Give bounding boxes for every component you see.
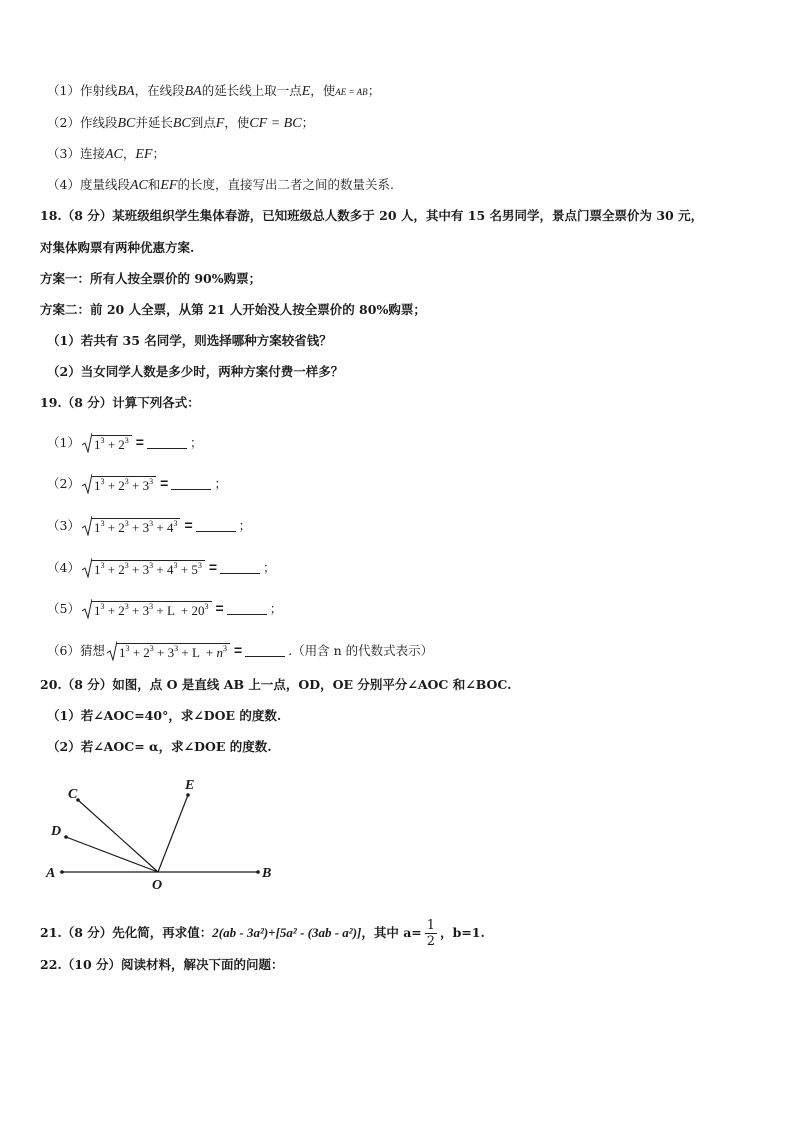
q17-step-4: （4）度量线段AC和EF的长度，直接写出二者之间的数量关系. — [47, 177, 394, 193]
q20-part-2: （2）若∠AOC= α，求∠DOE 的度数. — [47, 739, 272, 754]
q19-item-1: （1） $1^3 + 2^3$ = ； — [47, 434, 203, 452]
q18-plan-2: 方案二：前 20 人全票，从第 21 人开始没人按全票价的 80%购票； — [40, 302, 426, 317]
answer-blank[interactable] — [196, 518, 236, 532]
ray-oc — [78, 800, 158, 872]
q18-part-2: （2）当女同学人数是多少时，两种方案付费一样多？ — [47, 364, 344, 379]
label-c: C — [68, 787, 78, 802]
q19-item-5: （5） $1^3 + 2^3 + 3^3 + L + 20^3$ = ； — [47, 600, 283, 618]
q19-title: 19.（8 分）计算下列各式： — [40, 395, 200, 410]
q19-item-2: （2） $1^3 + 2^3 + 3^3$ = ； — [47, 475, 227, 493]
q17-step-3: （3）连接AC，EF； — [47, 146, 165, 162]
sqrt-sign: $1^3 + 2^3 + 3^3 + 4^3$ — [82, 516, 181, 536]
q21: 21.（8 分）先化简，再求值：2(ab - 3a²)+[5a² - (3ab - a²)]，其中 a= $\frac{1}{2}$ ，b=1. — [40, 918, 485, 949]
q19-item-3: （3） $1^3 + 2^3 + 3^3 + 4^3$ = ； — [47, 517, 252, 535]
answer-blank[interactable] — [227, 601, 267, 615]
q22-title: 22.（10 分）阅读材料，解决下面的问题： — [40, 957, 284, 972]
q20-part-1: （1）若∠AOC=40°，求∠DOE 的度数. — [47, 708, 282, 723]
q18-plan-1: 方案一：所有人按全票价的 90%购票； — [40, 271, 262, 286]
q19-item-4: （4） $1^3 + 2^3 + 3^3 + 4^3 + 5^3$ = ； — [47, 559, 276, 577]
answer-blank[interactable] — [171, 476, 211, 490]
ray-od — [66, 837, 158, 872]
point-d — [64, 835, 68, 839]
label-d: D — [51, 824, 62, 839]
ray-oe — [158, 795, 188, 872]
angle-figure — [40, 770, 300, 895]
answer-blank[interactable] — [220, 560, 260, 574]
q20-title: 20.（8 分）如图，点 O 是直线 AB 上一点，OD，OE 分别平分∠AOC 和∠BOC. — [40, 677, 512, 692]
point-b — [256, 870, 260, 874]
sqrt-sign: $1^3 + 2^3$ — [82, 433, 132, 453]
fraction: $\frac{1}{2}$ — [426, 918, 436, 949]
label-b: B — [262, 866, 272, 881]
sqrt-sign: $1^3 + 2^3 + 3^3 + L + 20^3$ — [82, 599, 212, 619]
sqrt-sign: $1^3 + 2^3 + 3^3$ — [82, 474, 156, 494]
q18-part-1: （1）若共有 35 名同学，则选择哪种方案较省钱？ — [47, 333, 332, 348]
sqrt-sign: $1^3 + 2^3 + 3^3 + 4^3 + 5^3$ — [82, 558, 205, 578]
point-e — [186, 793, 190, 797]
q18-title-cont: 对集体购票有两种优惠方案. — [40, 240, 195, 255]
answer-blank[interactable] — [245, 643, 285, 657]
label-a: A — [46, 866, 56, 881]
point-a — [60, 870, 64, 874]
q19-item-6: （6）猜想 $1^3 + 2^3 + 3^3 + L + n^3$ = .（用含 n 的代数式表示） — [47, 642, 434, 660]
q17-step-1: （1）作射线BA，在线段BA的延长线上取一点E，使AE = AB； — [47, 83, 381, 99]
sqrt-sign: $1^3 + 2^3 + 3^3 + L + n^3$ — [107, 641, 230, 661]
q18-title: 18.（8 分）某班级组织学生集体春游，已知班级总人数多于 20 人，其中有 15 名男同学，景点门票全票价为 30 元， — [40, 208, 704, 223]
label-e: E — [185, 778, 195, 793]
answer-blank[interactable] — [147, 435, 187, 449]
q17-step-2: （2）作线段BC并延长BC到点F，使CF = BC； — [47, 115, 315, 131]
label-o: O — [152, 878, 163, 893]
